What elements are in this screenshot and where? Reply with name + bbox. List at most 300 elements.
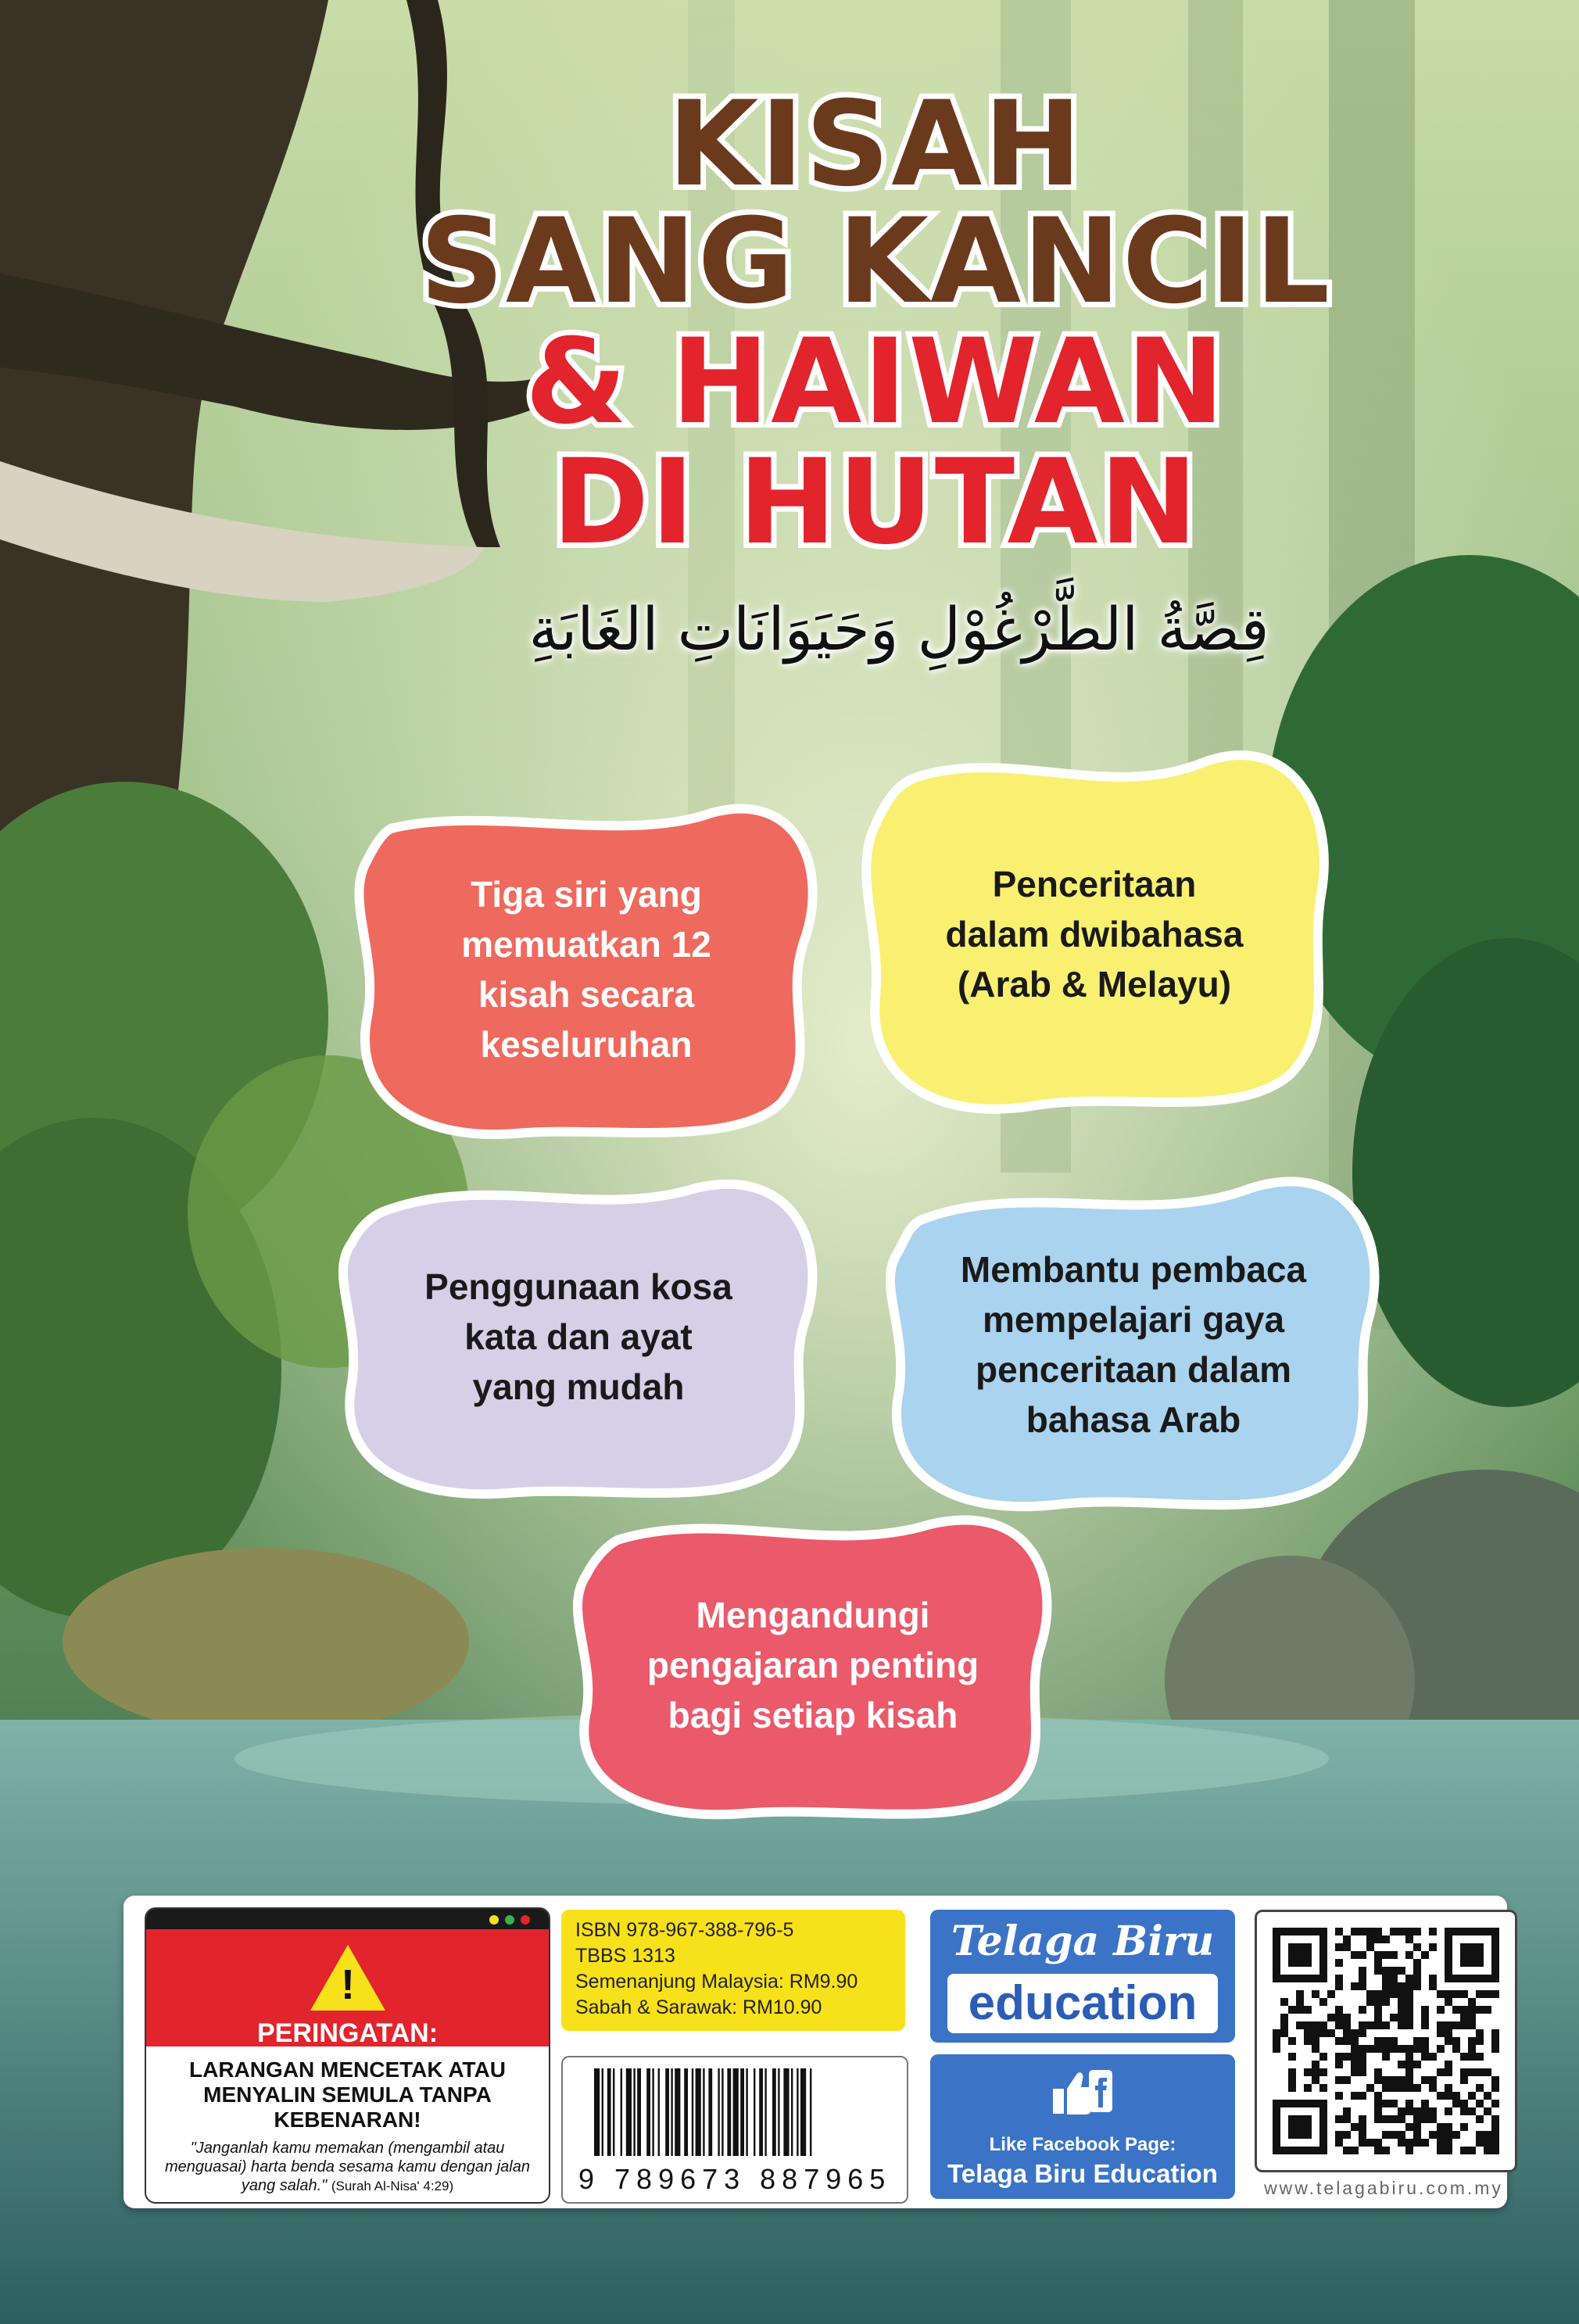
barcode-bar xyxy=(684,2068,688,2156)
book-title xyxy=(406,77,1344,571)
qr-module xyxy=(1304,2147,1312,2154)
qr-module xyxy=(1312,2021,1319,2029)
qr-code-pattern xyxy=(1273,1928,1499,2154)
barcode-bar xyxy=(791,2068,793,2156)
qr-module xyxy=(1382,2100,1390,2107)
qr-module xyxy=(1445,1943,1452,1951)
barcode-bar xyxy=(721,2068,723,2156)
qr-module xyxy=(1319,1935,1327,1943)
qr-module xyxy=(1374,2139,1382,2147)
qr-module xyxy=(1273,1975,1280,1982)
barcode-bar xyxy=(778,2068,779,2156)
qr-module xyxy=(1445,1959,1452,1967)
qr-module xyxy=(1476,2068,1484,2076)
qr-module xyxy=(1445,1967,1452,1975)
qr-module xyxy=(1491,2076,1499,2084)
qr-module xyxy=(1476,1975,1484,1982)
qr-module xyxy=(1273,1928,1280,1935)
qr-module xyxy=(1460,1975,1468,1982)
qr-module xyxy=(1491,2037,1499,2045)
qr-module xyxy=(1296,2021,1304,2029)
qr-module xyxy=(1319,2053,1327,2061)
qr-module xyxy=(1390,1951,1398,1959)
qr-module xyxy=(1445,2107,1452,2115)
qr-module xyxy=(1374,2115,1382,2123)
qr-module xyxy=(1343,2115,1351,2123)
qr-module xyxy=(1405,2107,1413,2115)
qr-module xyxy=(1429,1928,1437,1935)
qr-module xyxy=(1351,2061,1359,2068)
qr-module xyxy=(1476,1951,1484,1959)
qr-module xyxy=(1343,2014,1351,2021)
isbn-box xyxy=(561,1910,905,2031)
qr-module xyxy=(1366,2139,1374,2147)
qr-module xyxy=(1359,2045,1366,2053)
qr-module xyxy=(1374,2014,1382,2021)
qr-module xyxy=(1304,2115,1312,2123)
qr-module xyxy=(1273,2123,1280,2131)
feature-text-4: Membantu pembaca mempelajari gaya penceritaan dalam bahasa Arab xyxy=(960,1249,1307,1440)
qr-module xyxy=(1405,1990,1413,1998)
qr-module xyxy=(1335,2037,1343,2045)
qr-module xyxy=(1359,1975,1366,1982)
barcode-bar xyxy=(607,2068,611,2156)
qr-module xyxy=(1460,2006,1468,2014)
facebook-box[interactable] xyxy=(930,2054,1235,2199)
qr-module xyxy=(1398,2115,1405,2123)
qr-module xyxy=(1484,2107,1491,2115)
qr-module xyxy=(1319,2084,1327,2092)
qr-module xyxy=(1359,1982,1366,1990)
qr-module xyxy=(1382,2045,1390,2053)
qr-module xyxy=(1445,2068,1452,2076)
qr-module xyxy=(1273,2147,1280,2154)
qr-module xyxy=(1398,1982,1405,1990)
qr-module xyxy=(1382,2147,1390,2154)
qr-module xyxy=(1288,2123,1296,2131)
qr-module xyxy=(1390,2100,1398,2107)
qr-module xyxy=(1335,2006,1343,2014)
qr-module xyxy=(1366,1928,1374,1935)
qr-module xyxy=(1382,1967,1390,1975)
qr-module xyxy=(1445,1951,1452,1959)
qr-module xyxy=(1382,1990,1390,1998)
qr-module xyxy=(1374,1990,1382,1998)
barcode-bar xyxy=(675,2068,680,2156)
qr-module xyxy=(1484,2068,1491,2076)
qr-module xyxy=(1460,2068,1468,2076)
qr-module xyxy=(1429,2076,1437,2084)
qr-module xyxy=(1437,2006,1445,2014)
qr-module xyxy=(1304,1959,1312,1967)
qr-module xyxy=(1335,2021,1343,2029)
qr-module xyxy=(1413,2037,1421,2045)
qr-module xyxy=(1335,2061,1343,2068)
qr-module xyxy=(1288,2006,1296,2014)
barcode-bar xyxy=(783,2068,789,2156)
barcode-bar xyxy=(665,2068,669,2156)
qr-module xyxy=(1288,2115,1296,2123)
window-dot-yellow xyxy=(489,1915,499,1925)
qr-module xyxy=(1359,2061,1366,2068)
publisher-name: Telaga Biru xyxy=(951,1918,1215,1965)
qr-module xyxy=(1382,1982,1390,1990)
qr-module xyxy=(1359,2123,1366,2131)
qr-module xyxy=(1452,2092,1460,2100)
barcode-bar xyxy=(708,2068,712,2156)
qr-module xyxy=(1421,2014,1429,2021)
qr-module xyxy=(1460,1928,1468,1935)
qr-module xyxy=(1319,2123,1327,2131)
qr-module xyxy=(1366,1990,1374,1998)
qr-module xyxy=(1382,2115,1390,2123)
qr-module xyxy=(1445,2021,1452,2029)
qr-module xyxy=(1304,1975,1312,1982)
qr-module xyxy=(1421,2045,1429,2053)
qr-module xyxy=(1484,1975,1491,1982)
qr-module xyxy=(1280,1928,1288,1935)
isbn-number: ISBN 978-967-388-796-5 xyxy=(575,1919,794,1941)
qr-module xyxy=(1491,2131,1499,2139)
qr-module xyxy=(1452,2037,1460,2045)
facebook-label: Like Facebook Page: xyxy=(989,2134,1176,2155)
qr-module xyxy=(1296,1928,1304,1935)
qr-module xyxy=(1335,1943,1343,1951)
qr-module xyxy=(1413,1975,1421,1982)
qr-module xyxy=(1374,2147,1382,2154)
barcode-bar xyxy=(718,2068,719,2156)
qr-module xyxy=(1382,2076,1390,2084)
qr-module xyxy=(1484,2131,1491,2139)
qr-module xyxy=(1405,2014,1413,2021)
qr-module xyxy=(1405,2139,1413,2147)
qr-module xyxy=(1288,1951,1296,1959)
qr-module xyxy=(1468,2068,1476,2076)
qr-module xyxy=(1280,2147,1288,2154)
quote-text: "Janganlah kamu memakan (mengambil atau menguasai) harta benda sesama kamu dengan jalan yang salah." xyxy=(165,2140,530,2194)
qr-module xyxy=(1319,1959,1327,1967)
qr-module xyxy=(1460,1951,1468,1959)
qr-module xyxy=(1398,2014,1405,2021)
qr-module xyxy=(1429,2084,1437,2092)
qr-module xyxy=(1491,1990,1499,1998)
qr-module xyxy=(1351,2053,1359,2061)
qr-module xyxy=(1296,1998,1304,2006)
qr-module xyxy=(1460,2100,1468,2107)
qr-module xyxy=(1319,1998,1327,2006)
qr-module xyxy=(1491,1975,1499,1982)
publisher-sub: education xyxy=(947,1974,1218,2033)
barcode-bar xyxy=(613,2068,614,2156)
qr-module xyxy=(1273,1967,1280,1975)
qr-module xyxy=(1468,1928,1476,1935)
qr-module xyxy=(1304,2068,1312,2076)
qr-module xyxy=(1343,2107,1351,2115)
qr-module xyxy=(1288,2068,1296,2076)
qr-module xyxy=(1398,2061,1405,2068)
qr-module xyxy=(1468,2037,1476,2045)
qr-module xyxy=(1312,2068,1319,2076)
qr-module xyxy=(1445,2037,1452,2045)
qr-module xyxy=(1382,1935,1390,1943)
qr-module xyxy=(1445,2139,1452,2147)
qr-module xyxy=(1319,1951,1327,1959)
qr-module xyxy=(1405,2100,1413,2107)
qr-module xyxy=(1382,2021,1390,2029)
qr-module xyxy=(1304,2029,1312,2037)
qr-module xyxy=(1319,2029,1327,2037)
qr-module xyxy=(1374,2037,1382,2045)
qr-module xyxy=(1437,2045,1445,2053)
qr-module xyxy=(1429,2107,1437,2115)
qr-module xyxy=(1280,2100,1288,2107)
qr-module xyxy=(1460,2107,1468,2115)
qr-module xyxy=(1445,2123,1452,2131)
facebook-page-name: Telaga Biru Education xyxy=(947,2159,1218,2188)
qr-module xyxy=(1335,1982,1343,1990)
qr-module xyxy=(1374,1935,1382,1943)
qr-module xyxy=(1296,2100,1304,2107)
barcode-bar xyxy=(797,2068,798,2156)
qr-module xyxy=(1343,2029,1351,2037)
qr-module xyxy=(1335,2131,1343,2139)
qr-module xyxy=(1390,2076,1398,2084)
qr-module xyxy=(1398,2076,1405,2084)
qr-module xyxy=(1359,2006,1366,2014)
qr-module xyxy=(1273,2100,1280,2107)
qr-module xyxy=(1476,2037,1484,2045)
barcode-bar xyxy=(703,2068,704,2156)
qr-module xyxy=(1335,2139,1343,2147)
qr-module xyxy=(1343,2076,1351,2084)
exclamation-mark-icon: ! xyxy=(341,1961,355,2008)
qr-module xyxy=(1351,2037,1359,2045)
qr-module xyxy=(1437,2068,1445,2076)
qr-module xyxy=(1319,2107,1327,2115)
barcode-bar xyxy=(759,2068,763,2156)
qr-module xyxy=(1366,1935,1374,1943)
qr-module xyxy=(1312,2100,1319,2107)
price-peninsular: Semenanjung Malaysia: RM9.90 xyxy=(575,1971,858,1993)
qr-module xyxy=(1405,2045,1413,2053)
qr-module xyxy=(1319,2139,1327,2147)
qr-module xyxy=(1273,2115,1280,2123)
feature-blob-2 xyxy=(852,747,1337,1122)
title-line-3: & HAIWAN xyxy=(525,314,1226,450)
qr-module xyxy=(1413,1928,1421,1935)
qr-module xyxy=(1445,2084,1452,2092)
qr-module xyxy=(1421,2115,1429,2123)
qr-module xyxy=(1491,1928,1499,1935)
qr-module xyxy=(1452,2100,1460,2107)
qr-module xyxy=(1491,2029,1499,2037)
qr-module xyxy=(1374,2006,1382,2014)
qr-module xyxy=(1445,2029,1452,2037)
qr-module xyxy=(1484,2092,1491,2100)
qr-module xyxy=(1476,2029,1484,2037)
qr-module xyxy=(1491,1959,1499,1967)
qr-module xyxy=(1398,2139,1405,2147)
barcode-bar xyxy=(621,2068,622,2156)
qr-module xyxy=(1437,2123,1445,2131)
qr-module xyxy=(1421,2100,1429,2107)
qr-module xyxy=(1460,2053,1468,2061)
qr-module xyxy=(1343,2053,1351,2061)
facebook-like-icon xyxy=(1050,2067,1115,2117)
qr-module xyxy=(1452,1928,1460,1935)
warning-heading: PERINGATAN: xyxy=(256,2018,439,2048)
publisher-logo xyxy=(930,1910,1235,2043)
qr-module xyxy=(1288,2053,1296,2061)
qr-module xyxy=(1421,2139,1429,2147)
qr-module xyxy=(1491,1951,1499,1959)
qr-module xyxy=(1273,1935,1280,1943)
qr-module xyxy=(1421,2021,1429,2029)
qr-module xyxy=(1405,1928,1413,1935)
qr-module xyxy=(1437,2147,1445,2154)
qr-module xyxy=(1273,2029,1280,2037)
qr-module xyxy=(1491,2123,1499,2131)
qr-module xyxy=(1304,2084,1312,2092)
qr-module xyxy=(1476,2053,1484,2061)
qr-module xyxy=(1405,2021,1413,2029)
qr-module xyxy=(1390,1982,1398,1990)
qr-module xyxy=(1390,1975,1398,1982)
qr-module xyxy=(1405,2123,1413,2131)
qr-module xyxy=(1366,2021,1374,2029)
qr-module xyxy=(1343,1943,1351,1951)
qr-module xyxy=(1390,1967,1398,1975)
qr-module xyxy=(1390,2115,1398,2123)
qr-module xyxy=(1288,2084,1296,2092)
qr-module xyxy=(1296,1975,1304,1982)
title-line-2: SANG KANCIL xyxy=(419,194,1332,330)
qr-module xyxy=(1413,1967,1421,1975)
barcode-bar xyxy=(652,2068,653,2156)
qr-module xyxy=(1476,2084,1484,2092)
qr-module xyxy=(1491,2139,1499,2147)
qr-module xyxy=(1413,1982,1421,1990)
qr-module xyxy=(1491,2100,1499,2107)
qr-module xyxy=(1288,2147,1296,2154)
qr-module xyxy=(1468,2107,1476,2115)
qr-module xyxy=(1319,2147,1327,2154)
barcode-bar xyxy=(671,2068,672,2156)
qr-module xyxy=(1335,2053,1343,2061)
qr-module xyxy=(1491,2147,1499,2154)
qr-module xyxy=(1476,2139,1484,2147)
barcode-bar xyxy=(696,2068,701,2156)
warning-box xyxy=(145,1907,550,2204)
qr-module xyxy=(1296,2006,1304,2014)
barcode-bar xyxy=(633,2068,635,2156)
qr-module xyxy=(1382,1951,1390,1959)
title-line-1: KISAH xyxy=(668,77,1083,213)
barcode-bar xyxy=(746,2068,747,2156)
qr-module xyxy=(1296,2131,1304,2139)
qr-module xyxy=(1390,2084,1398,2092)
qr-module xyxy=(1304,2123,1312,2131)
title-line-4: DI HUTAN xyxy=(551,435,1200,571)
website-url[interactable]: www.telagabiru.com.my xyxy=(1264,2178,1503,2198)
qr-code[interactable] xyxy=(1255,1910,1517,2172)
qr-module xyxy=(1382,1998,1390,2006)
qr-module xyxy=(1359,1928,1366,1935)
window-dot-red xyxy=(521,1915,530,1925)
qr-module xyxy=(1429,2053,1437,2061)
qr-module xyxy=(1359,2139,1366,2147)
qr-module xyxy=(1374,2107,1382,2115)
barcode-bar xyxy=(727,2068,731,2156)
qr-module xyxy=(1421,1951,1429,1959)
qr-module xyxy=(1312,2076,1319,2084)
qr-module xyxy=(1413,1959,1421,1967)
qr-module xyxy=(1351,1982,1359,1990)
qr-module xyxy=(1413,1943,1421,1951)
qr-module xyxy=(1445,2092,1452,2100)
qr-module xyxy=(1319,1928,1327,1935)
qr-module xyxy=(1343,2147,1351,2154)
warning-topbar xyxy=(146,1909,549,1929)
qr-module xyxy=(1476,1990,1484,1998)
qr-module xyxy=(1351,1951,1359,1959)
qr-module xyxy=(1390,1928,1398,1935)
qr-module xyxy=(1413,2107,1421,2115)
barcode-bar xyxy=(602,2068,603,2156)
qr-module xyxy=(1405,2147,1413,2154)
qr-module xyxy=(1413,2123,1421,2131)
qr-module xyxy=(1312,1990,1319,1998)
qr-module xyxy=(1288,2131,1296,2139)
qr-module xyxy=(1445,1935,1452,1943)
qr-module xyxy=(1288,1975,1296,1982)
qr-module xyxy=(1484,2006,1491,2014)
qr-module xyxy=(1312,1975,1319,1982)
qr-module xyxy=(1335,2076,1343,2084)
qr-module xyxy=(1452,1975,1460,1982)
qr-module xyxy=(1366,1943,1374,1951)
qr-module xyxy=(1484,1990,1491,1998)
barcode-bar xyxy=(658,2068,660,2156)
barcode-bar xyxy=(637,2068,641,2156)
qr-module xyxy=(1445,2061,1452,2068)
qr-module xyxy=(1437,2021,1445,2029)
qr-module xyxy=(1335,2014,1343,2021)
qr-module xyxy=(1343,2021,1351,2029)
qr-module xyxy=(1319,1975,1327,1982)
qr-module xyxy=(1273,2107,1280,2115)
qr-module xyxy=(1351,2092,1359,2100)
qr-module xyxy=(1296,1990,1304,1998)
qr-module xyxy=(1405,1982,1413,1990)
qr-module xyxy=(1445,1990,1452,1998)
qr-module xyxy=(1335,1928,1343,1935)
qr-module xyxy=(1351,2029,1359,2037)
qr-module xyxy=(1359,2053,1366,2061)
qr-module xyxy=(1476,1928,1484,1935)
qr-module xyxy=(1405,2053,1413,2061)
qr-module xyxy=(1476,2131,1484,2139)
qr-module xyxy=(1343,1935,1351,1943)
qr-module xyxy=(1421,2037,1429,2045)
qr-module xyxy=(1335,2092,1343,2100)
qr-module xyxy=(1335,2115,1343,2123)
qr-module xyxy=(1445,1975,1452,1982)
qr-module xyxy=(1359,1951,1366,1959)
qr-module xyxy=(1359,2021,1366,2029)
qr-module xyxy=(1382,1975,1390,1982)
qr-module xyxy=(1366,1998,1374,2006)
